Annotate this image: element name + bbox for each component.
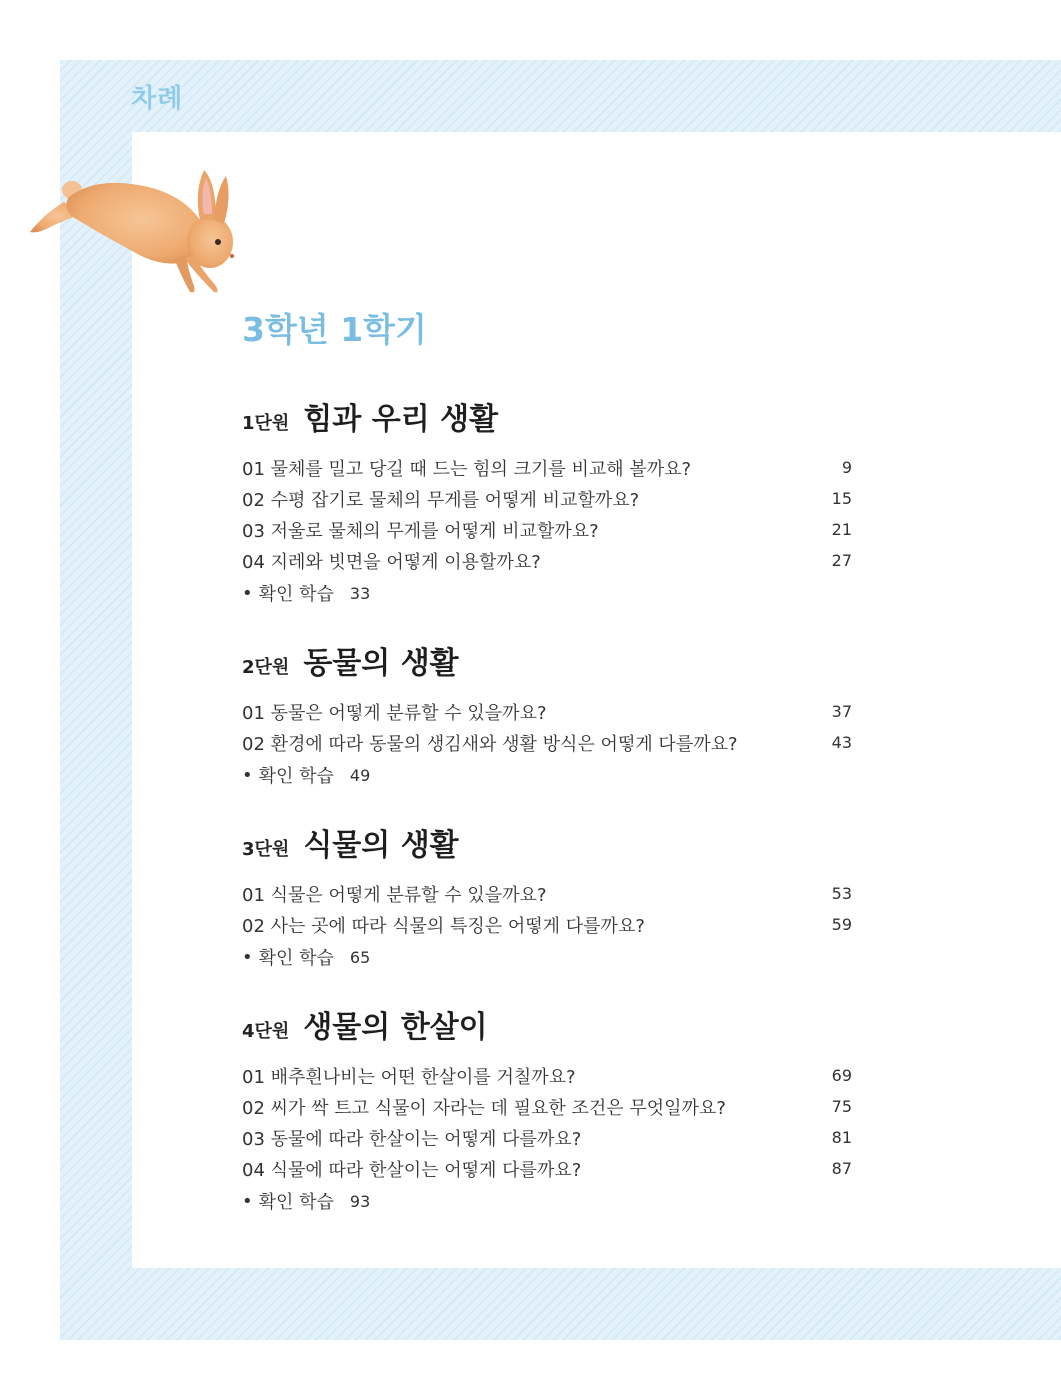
lesson-item[interactable] <box>242 727 852 758</box>
bullet-icon: • <box>242 946 253 968</box>
page-number: 37 <box>831 702 852 721</box>
lesson-label: 01 동물은 어떻게 분류할 수 있을까요? <box>242 702 547 724</box>
lesson-label: 01 배추흰나비는 어떤 한살이를 거칠까요? <box>242 1066 576 1088</box>
lesson-label: 02 수평 잡기로 물체의 무게를 어떻게 비교할까요? <box>242 489 640 511</box>
lesson-item[interactable] <box>242 514 852 545</box>
page-number: 27 <box>831 551 852 570</box>
lesson-label: 03 동물에 따라 한살이는 어떻게 다를까요? <box>242 1128 582 1150</box>
unit-heading <box>242 394 852 438</box>
page-number: 69 <box>831 1066 852 1085</box>
lesson-item[interactable] <box>242 1153 852 1184</box>
lesson-label: 02 사는 곳에 따라 식물의 특징은 어떻게 다를까요? <box>242 915 645 937</box>
unit-title: 식물의 생활 <box>303 828 459 863</box>
page-number: 49 <box>349 765 371 785</box>
review-item[interactable] <box>242 1184 852 1218</box>
unit-3 <box>242 820 852 974</box>
unit-title: 힘과 우리 생활 <box>303 402 499 437</box>
page-number: 59 <box>831 915 852 934</box>
rabbit-illustration <box>24 162 239 302</box>
lesson-label: 02 씨가 싹 트고 식물이 자라는 데 필요한 조건은 무엇일까요? <box>242 1097 726 1119</box>
lesson-label: 01 물체를 밀고 당길 때 드는 힘의 크기를 비교해 볼까요? <box>242 458 692 480</box>
page-number: 53 <box>831 884 852 903</box>
lesson-label: 04 식물에 따라 한살이는 어떻게 다를까요? <box>242 1159 582 1181</box>
lesson-item[interactable] <box>242 1091 852 1122</box>
review-label: 확인 학습 <box>258 584 334 605</box>
unit-2 <box>242 638 852 792</box>
unit-4 <box>242 1002 852 1218</box>
lesson-item[interactable] <box>242 878 852 909</box>
page-number: 93 <box>349 1191 371 1211</box>
review-item[interactable] <box>242 758 852 792</box>
review-label: 확인 학습 <box>258 1192 334 1213</box>
page-number: 33 <box>349 583 371 603</box>
lesson-item[interactable] <box>242 909 852 940</box>
page-number: 81 <box>831 1128 852 1147</box>
page-number: 21 <box>831 520 852 539</box>
lesson-label: 01 식물은 어떻게 분류할 수 있을까요? <box>242 884 547 906</box>
bullet-icon: • <box>242 1190 253 1212</box>
review-label: 확인 학습 <box>258 948 334 969</box>
page-number: 65 <box>349 947 371 967</box>
unit-1 <box>242 394 852 610</box>
review-item[interactable] <box>242 940 852 974</box>
page-number: 75 <box>831 1097 852 1116</box>
lesson-label: 03 저울로 물체의 무게를 어떻게 비교할까요? <box>242 520 599 542</box>
page-number: 87 <box>831 1159 852 1178</box>
lesson-item[interactable] <box>242 696 852 727</box>
lesson-item[interactable] <box>242 452 852 483</box>
page-number: 15 <box>831 489 852 508</box>
lesson-label: 02 환경에 따라 동물의 생김새와 생활 방식은 어떻게 다를까요? <box>242 733 738 755</box>
unit-heading <box>242 820 852 864</box>
unit-title: 생물의 한살이 <box>303 1010 488 1045</box>
unit-heading <box>242 638 852 682</box>
unit-number: 2단원 <box>242 657 290 678</box>
unit-number: 1단원 <box>242 413 290 434</box>
contents-header-title: 차례 <box>131 84 184 114</box>
unit-title: 동물의 생활 <box>303 646 459 681</box>
lesson-item[interactable] <box>242 483 852 514</box>
unit-number: 4단원 <box>242 1021 290 1042</box>
lesson-item[interactable] <box>242 1122 852 1153</box>
term-title: 3학년 1학기 <box>242 310 427 349</box>
bullet-icon: • <box>242 764 253 786</box>
page-number: 43 <box>831 733 852 752</box>
lesson-label: 04 지레와 빗면을 어떻게 이용할까요? <box>242 551 541 573</box>
page-number: 9 <box>841 458 852 477</box>
lesson-item[interactable] <box>242 545 852 576</box>
unit-number: 3단원 <box>242 839 290 860</box>
review-item[interactable] <box>242 576 852 610</box>
review-label: 확인 학습 <box>258 766 334 787</box>
bullet-icon: • <box>242 582 253 604</box>
unit-heading <box>242 1002 852 1046</box>
lesson-item[interactable] <box>242 1060 852 1091</box>
